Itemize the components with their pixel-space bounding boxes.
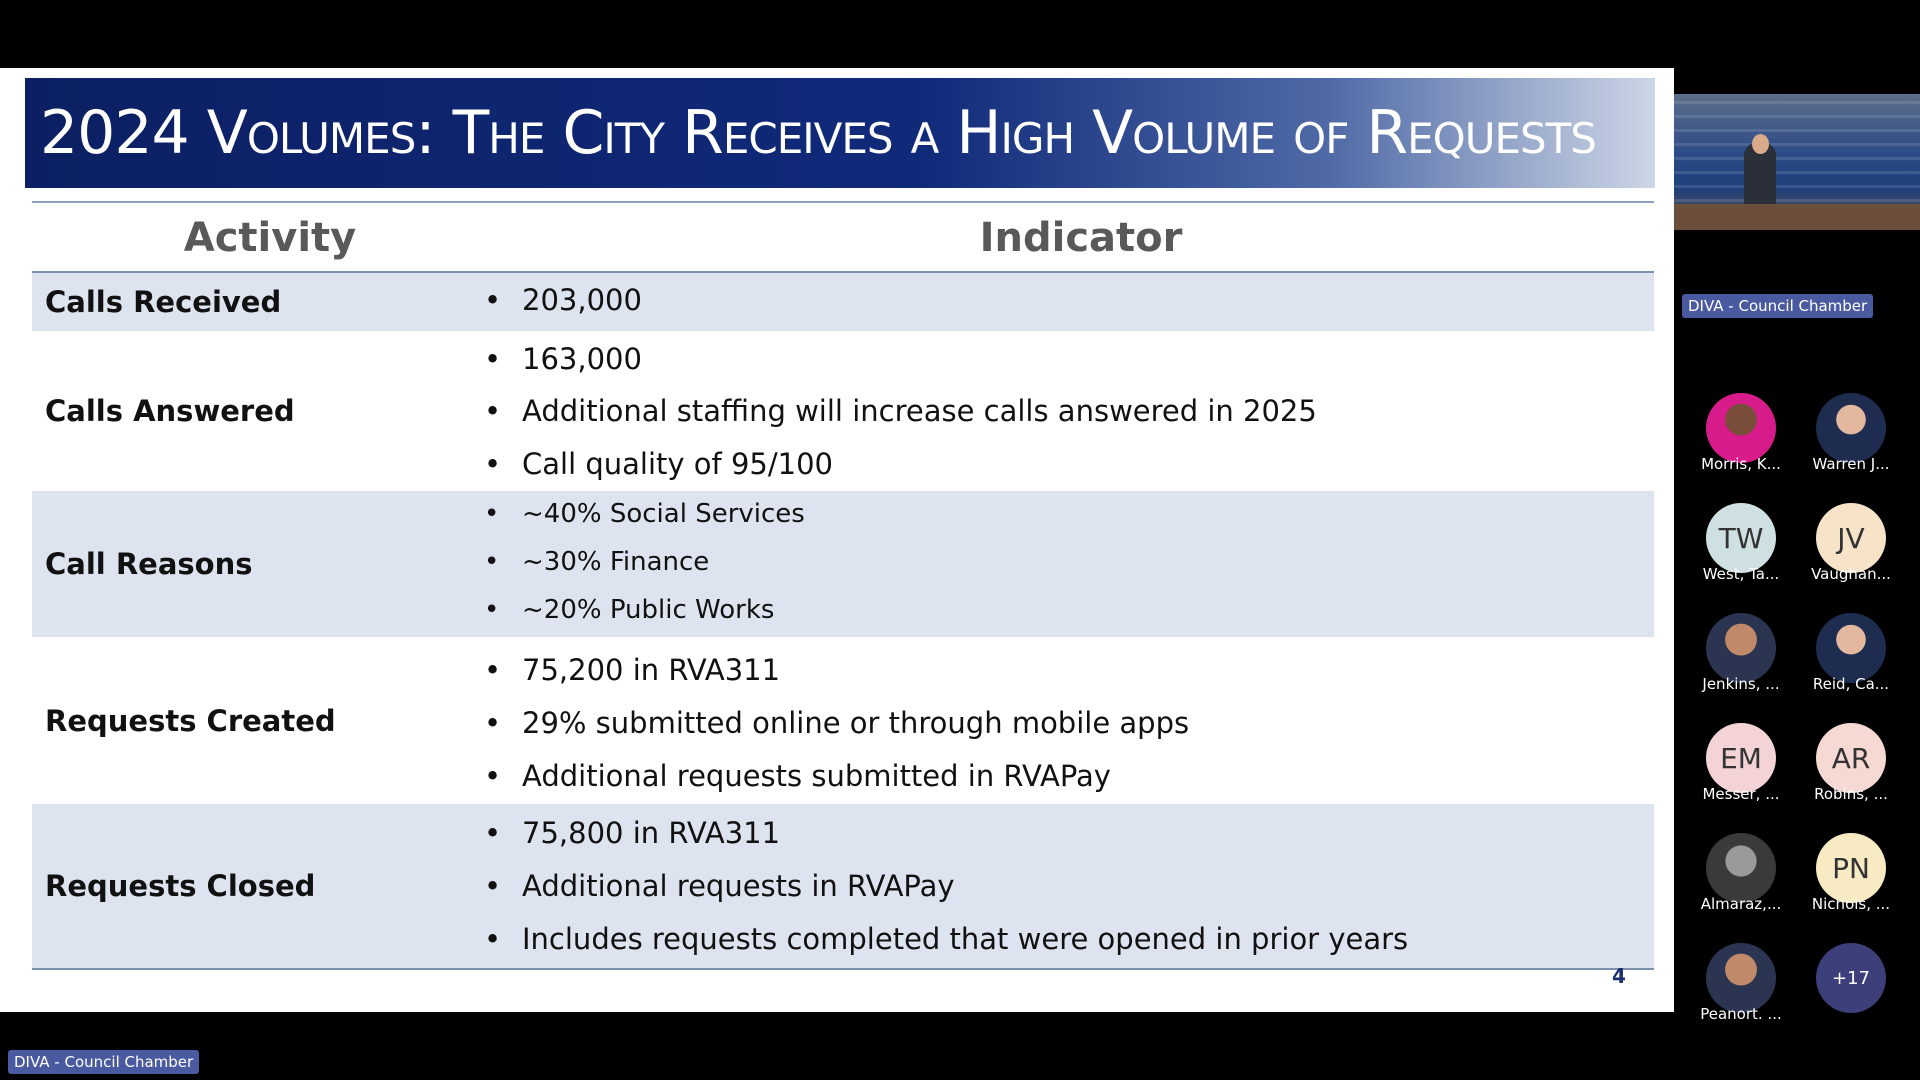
participant-name: Robins, ... bbox=[1814, 785, 1888, 803]
participant-name: West, Ta... bbox=[1702, 565, 1780, 583]
participant-avatar[interactable] bbox=[1816, 613, 1886, 683]
participant-name: Peanort. ... bbox=[1700, 1005, 1782, 1023]
page-number: 4 bbox=[1612, 964, 1626, 988]
indicator-item: • 163,000 bbox=[522, 342, 642, 376]
table-row-requests-created bbox=[32, 637, 1654, 804]
room-label-bottom: DIVA - Council Chamber bbox=[8, 1050, 199, 1074]
indicator-item: • 203,000 bbox=[522, 283, 642, 317]
indicator-item: • Additional requests in RVAPay bbox=[522, 869, 955, 903]
divider bbox=[32, 201, 1654, 203]
speaker-head bbox=[1752, 134, 1769, 154]
table-row-calls-answered bbox=[32, 331, 1654, 491]
participant-avatar[interactable] bbox=[1706, 833, 1776, 903]
participant-name: Almaraz,... bbox=[1700, 895, 1782, 913]
column-header-activity: Activity bbox=[183, 215, 357, 261]
indicator-item: • ~30% Finance bbox=[522, 547, 709, 577]
room-label: DIVA - Council Chamber bbox=[1682, 294, 1873, 318]
participant-avatar[interactable] bbox=[1706, 943, 1776, 1013]
activity-label: Calls Received bbox=[45, 285, 282, 319]
column-header-indicator: Indicator bbox=[979, 215, 1183, 261]
indicator-item: • Additional staffing will increase calls answered in 2025 bbox=[522, 394, 1317, 428]
indicator-item: • Call quality of 95/100 bbox=[522, 447, 833, 481]
table-bottom-rule bbox=[32, 968, 1654, 970]
participant-name: Reid, Ca... bbox=[1812, 675, 1890, 693]
participant-name: Jenkins, ... bbox=[1702, 675, 1780, 693]
speaker-video-tile[interactable] bbox=[1674, 94, 1920, 230]
activity-label: Requests Closed bbox=[45, 869, 316, 903]
table-row-call-reasons bbox=[32, 491, 1654, 637]
participant-avatar[interactable]: TW bbox=[1706, 503, 1776, 573]
participant-avatar[interactable]: EM bbox=[1706, 723, 1776, 793]
participant-avatar[interactable] bbox=[1706, 613, 1776, 683]
participant-name: Vaughan... bbox=[1811, 565, 1891, 583]
indicator-item: • Additional requests submitted in RVAPay bbox=[522, 759, 1111, 793]
more-participants-button[interactable]: +17 bbox=[1816, 943, 1886, 1013]
indicator-item: • ~40% Social Services bbox=[522, 499, 805, 529]
activity-label: Requests Created bbox=[45, 703, 336, 738]
table-row-requests-closed bbox=[32, 804, 1654, 968]
podium bbox=[1674, 204, 1920, 230]
participant-avatar[interactable]: JV bbox=[1816, 503, 1886, 573]
slide-title: 2024 Volumes: The City Receives a High Volume of Requests bbox=[40, 98, 1596, 168]
participant-name: Warren J... bbox=[1812, 455, 1890, 473]
indicator-item: • 29% submitted online or through mobile apps bbox=[522, 706, 1189, 740]
participant-avatar[interactable] bbox=[1816, 393, 1886, 463]
activity-label: Calls Answered bbox=[45, 394, 295, 428]
participant-avatar[interactable]: PN bbox=[1816, 833, 1886, 903]
indicator-item: • ~20% Public Works bbox=[522, 595, 774, 625]
indicator-item: • 75,200 in RVA311 bbox=[522, 653, 780, 687]
presentation-slide bbox=[0, 68, 1674, 1012]
participant-name: Nichols, ... bbox=[1811, 895, 1891, 913]
participant-name: Messer, ... bbox=[1702, 785, 1780, 803]
title-banner bbox=[25, 78, 1655, 188]
participant-name: Morris, K... bbox=[1701, 455, 1781, 473]
participant-avatar[interactable]: AR bbox=[1816, 723, 1886, 793]
table-row-calls-received bbox=[32, 273, 1654, 331]
activity-label: Call Reasons bbox=[45, 547, 253, 581]
indicator-item: • 75,800 in RVA311 bbox=[522, 816, 780, 850]
indicator-item: • Includes requests completed that were opened in prior years bbox=[522, 922, 1408, 956]
participant-avatar[interactable] bbox=[1706, 393, 1776, 463]
